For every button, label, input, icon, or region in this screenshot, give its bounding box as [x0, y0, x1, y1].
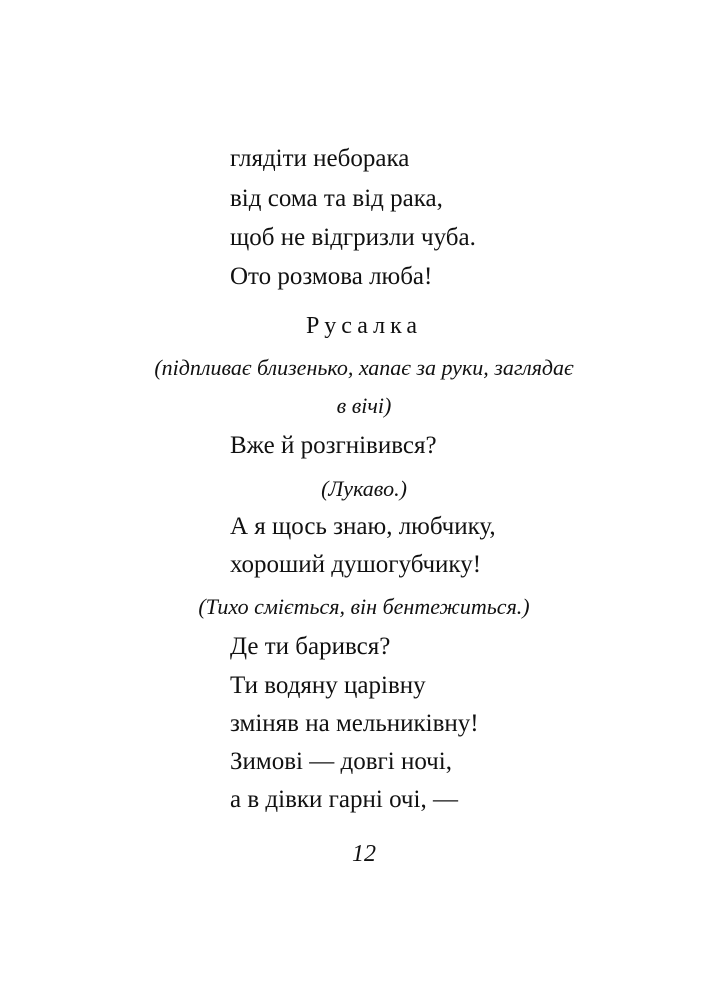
- verse-line: Вже й розгнівився?: [230, 432, 437, 459]
- verse-line: Ти водяну царівну: [230, 672, 426, 699]
- verse-line: від сома та від рака,: [230, 185, 443, 212]
- verse-line: глядіти неборака: [230, 145, 410, 172]
- verse-line: Де ти барився?: [230, 633, 391, 660]
- page-number: 12: [352, 841, 376, 867]
- verse-line: хороший душогубчику!: [230, 551, 482, 578]
- stage-direction: в вічі): [336, 393, 392, 418]
- stage-direction: (підпливає близенько, хапає за руки, заглядає: [154, 355, 574, 380]
- verse-line: а в дівки гарні очі, —: [230, 786, 458, 813]
- speaker-name: Русалка: [305, 313, 423, 339]
- verse-line: щоб не відгризли чуба.: [230, 224, 476, 251]
- stage-direction: (Тихо сміється, він бентежиться.): [198, 594, 530, 619]
- verse-line: Ото розмова люба!: [230, 263, 433, 290]
- verse-line: А я щось знаю, любчику,: [230, 513, 496, 540]
- stage-direction: (Лукаво.): [321, 476, 407, 501]
- verse-line: Зимові — довгі ночі,: [230, 748, 452, 775]
- verse-line: зміняв на мельниківну!: [230, 710, 479, 737]
